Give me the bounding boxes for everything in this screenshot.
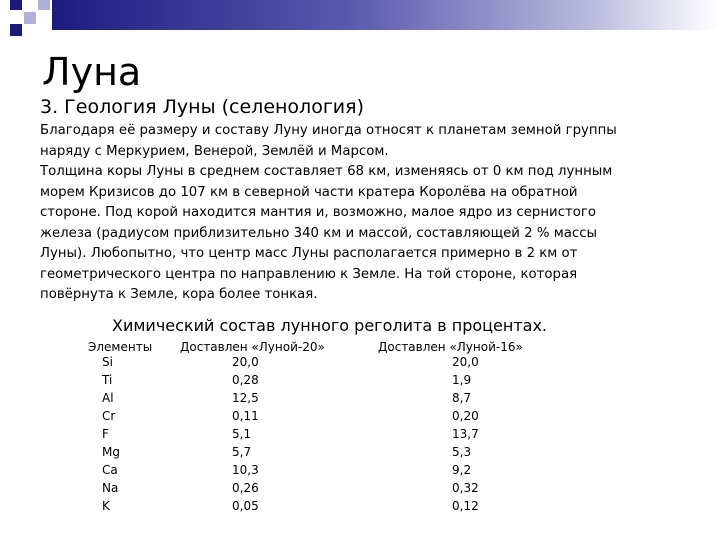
table-row xyxy=(0,497,720,515)
table-row xyxy=(0,353,720,371)
luna16-cell: 20,0 xyxy=(452,355,479,369)
decor-square xyxy=(38,0,50,10)
table-row xyxy=(0,371,720,389)
slide-title: Луна xyxy=(42,50,142,94)
table-title: Химический состав лунного реголита в процентах. xyxy=(112,316,548,335)
table-row xyxy=(0,407,720,425)
element-cell: Ca xyxy=(102,463,118,477)
luna20-cell: 0,11 xyxy=(232,409,259,423)
luna16-cell: 13,7 xyxy=(452,427,479,441)
table-row xyxy=(0,479,720,497)
luna20-cell: 5,1 xyxy=(232,427,252,441)
element-cell: F xyxy=(102,427,109,441)
luna16-cell: 5,3 xyxy=(452,445,472,459)
table-row xyxy=(0,389,720,407)
element-cell: K xyxy=(102,499,110,513)
column-header: Доставлен «Луной-16» xyxy=(378,340,523,354)
section-heading: 3. Геология Луны (селенология) xyxy=(40,96,365,118)
paragraph: Благодаря её размеру и составу Луну иногда относят к планетам земной группы наряду с Меркурием, Венерой, Землёй и Марсом. xyxy=(40,123,617,159)
luna20-cell: 0,28 xyxy=(232,373,259,387)
luna16-cell: 8,7 xyxy=(452,391,472,405)
decor-square xyxy=(10,24,22,36)
element-cell: Al xyxy=(102,391,114,405)
luna20-cell: 20,0 xyxy=(232,355,259,369)
luna16-cell: 9,2 xyxy=(452,463,472,477)
element-cell: Si xyxy=(102,355,113,369)
luna20-cell: 5,7 xyxy=(232,445,252,459)
decor-square xyxy=(24,12,36,24)
header-gradient-bar xyxy=(52,0,720,30)
element-cell: Ti xyxy=(102,373,113,387)
column-header: Элементы xyxy=(88,340,153,354)
luna20-cell: 10,3 xyxy=(232,463,259,477)
luna20-cell: 12,5 xyxy=(232,391,259,405)
luna16-cell: 0,12 xyxy=(452,499,479,513)
table-row xyxy=(0,443,720,461)
element-cell: Cr xyxy=(102,409,116,423)
luna16-cell: 0,20 xyxy=(452,409,479,423)
luna20-cell: 0,26 xyxy=(232,481,259,495)
luna20-cell: 0,05 xyxy=(232,499,259,513)
table-row xyxy=(0,461,720,479)
table-row xyxy=(0,425,720,443)
luna16-cell: 0,32 xyxy=(452,481,479,495)
luna16-cell: 1,9 xyxy=(452,373,472,387)
element-cell: Na xyxy=(102,481,119,495)
element-cell: Mg xyxy=(102,445,120,459)
body-text xyxy=(40,121,640,306)
column-header: Доставлен «Луной-20» xyxy=(180,340,325,354)
paragraph: Толщина коры Луны в среднем составляет 68 км, изменяясь от 0 км под лунным морем Кризисов до 107 км в северной части кратера Королёва на обратной стороне. Под корой находится мантия и, возможно, малое ядро из сернистого железа (радиусом приблизительно 340 км и массой, составляющей 2 % массы Луны). Любопытно, что центр масс Луны располагается примерно в 2 км от геометрического центра по направлению к Земле. На той стороне, которая повёрнута к Земле, кора более тонкая. xyxy=(40,164,613,302)
decor-square xyxy=(10,0,22,10)
